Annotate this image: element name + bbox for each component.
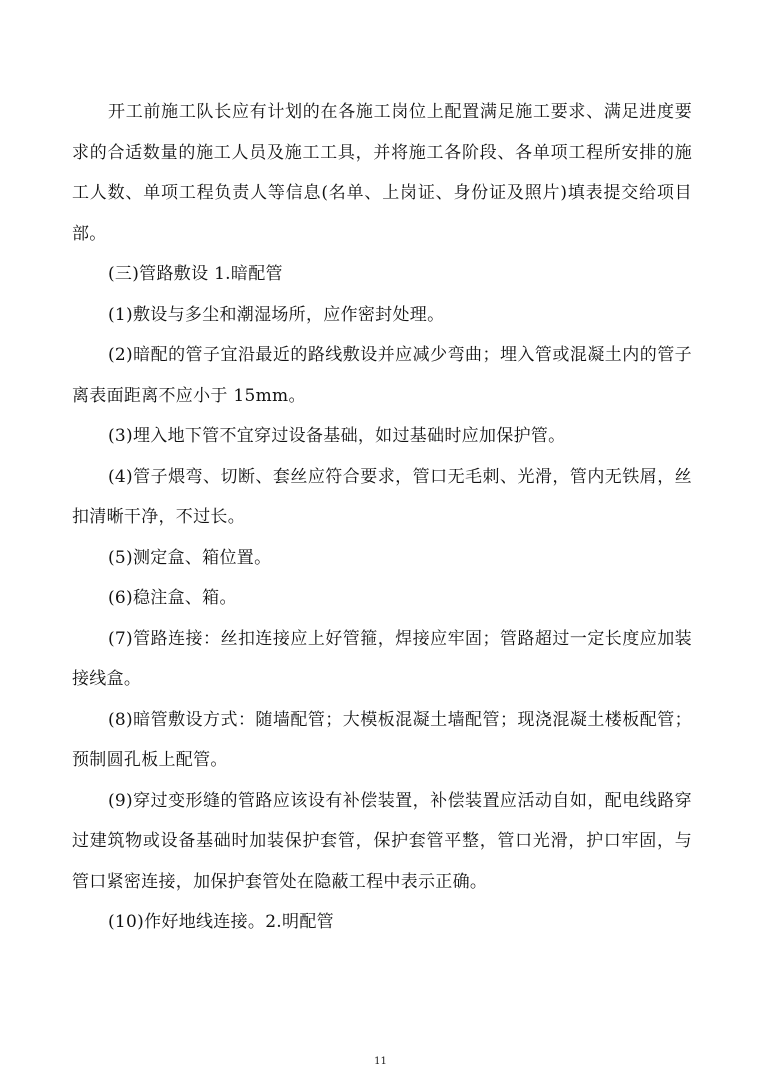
section-heading-pipe-laying: (三)管路敷设 1.暗配管 — [108, 264, 283, 284]
list-item-2: (2)暗配的管子宜沿最近的路线敷设并应减少弯曲；埋入管或混凝土内的管子离表面距离不应小于 15mm。 — [72, 345, 692, 406]
list-item-5: (5)测定盒、箱位置。 — [108, 547, 272, 568]
list-item-6: (6)稳注盒、箱。 — [108, 588, 237, 608]
list-item-7: (7)管路连接：丝扣连接应上好管箍，焊接应牢固；管路超过一定长度应加装接线盒。 — [72, 628, 692, 689]
list-item-4: (4)管子煨弯、切断、套丝应符合要求，管口无毛刺、光滑，管内无铁屑，丝扣清晰干净，不过长。 — [72, 466, 692, 527]
list-item-1: (1)敷设与多尘和潮湿场所，应作密封处理。 — [108, 304, 445, 325]
list-item-3: (3)埋入地下管不宜穿过设备基础，如过基础时应加保护管。 — [108, 426, 566, 446]
list-item-8: (8)暗管敷设方式：随墙配管；大模板混凝土墙配管；现浇混凝土楼板配管；预制圆孔板上配管。 — [72, 709, 692, 770]
document-body — [72, 92, 692, 943]
list-item-9: (9)穿过变形缝的管路应该设有补偿装置，补偿装置应活动自如，配电线路穿过建筑物或设备基础时加装保护套管，保护套管平整，管口光滑，护口牢固，与管口紧密连接，加保护套管处在隐蔽工程中表示正确。 — [72, 790, 692, 892]
paragraph-intro: 开工前施工队长应有计划的在各施工岗位上配置满足施工要求、满足进度要求的合适数量的施工人员及施工工具，并将施工各阶段、各单项工程所安排的施工人数、单项工程负责人等信息(名单、上岗证、身份证及照片)填表提交给项目部。 — [72, 102, 692, 244]
page-number: 11 — [374, 1056, 387, 1067]
list-item-10: (10)作好地线连接。2.明配管 — [108, 912, 334, 932]
